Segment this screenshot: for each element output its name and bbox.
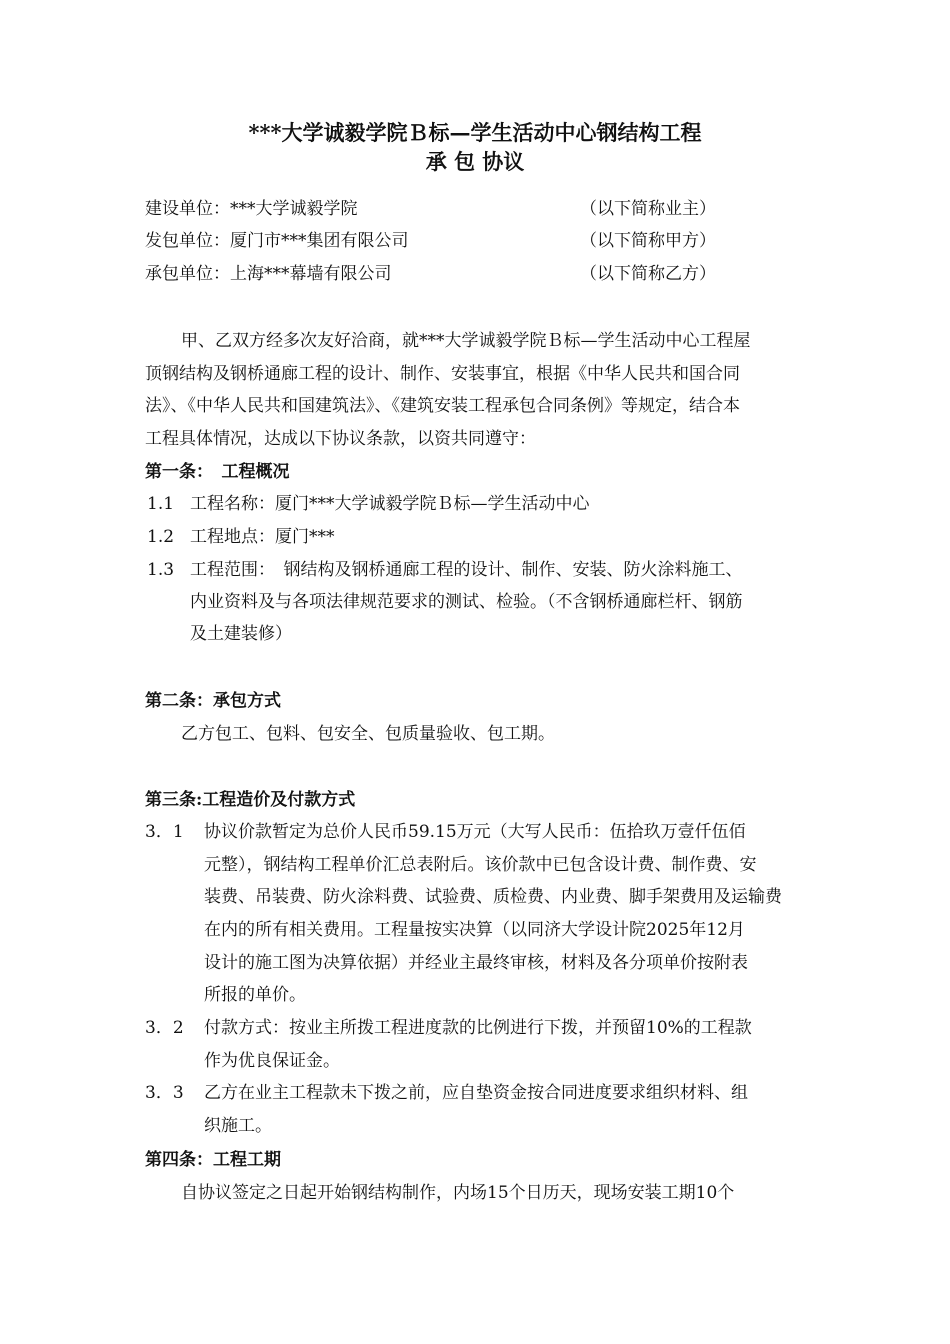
- article4-text: 自协议签定之日起开始钢结构制作，内场15个日历天，现场安装工期10个: [181, 1183, 735, 1203]
- item-text: 乙方在业主工程款未下拨之前，应自垫资金按合同进度要求组织材料、组: [204, 1083, 748, 1103]
- item-number: 1.2: [147, 527, 175, 547]
- item-text: 付款方式：按业主所拨工程进度款的比例进行下拨，并预留10%的工程款: [204, 1018, 752, 1038]
- item-number: 3．2: [145, 1018, 184, 1038]
- intro-line: 甲、乙双方经多次友好洽商，就***大学诚毅学院Ｂ标—学生活动中心工程屋: [181, 331, 751, 351]
- item-text: 设计的施工图为决算依据）并经业主最终审核，材料及各分项单价按附表: [204, 953, 748, 973]
- party-contractor-note: （以下简称乙方）: [580, 264, 716, 284]
- party-owner: 建设单位：***大学诚毅学院: [145, 199, 358, 219]
- item-text: 协议价款暂定为总价人民币59.15万元（大写人民币：伍拾玖万壹仟伍佰: [204, 822, 746, 842]
- intro-line: 工程具体情况，达成以下协议条款，以资共同遵守：: [145, 429, 536, 449]
- item-number: 1.3: [147, 560, 175, 580]
- item-text: 装费、吊装费、防火涂料费、试验费、质检费、内业费、脚手架费用及运输费: [204, 887, 782, 907]
- item-text: 所报的单价。: [204, 985, 306, 1005]
- article2-heading: 第二条：承包方式: [145, 691, 281, 711]
- document-title: ***大学诚毅学院Ｂ标—学生活动中心钢结构工程: [248, 120, 702, 145]
- item-number: 1.1: [147, 494, 175, 514]
- item-text: 工程名称：厦门***大学诚毅学院Ｂ标—学生活动中心: [190, 494, 590, 514]
- item-text: 工程范围： 钢结构及钢桥通廊工程的设计、制作、安装、防火涂料施工、: [190, 560, 743, 580]
- item-text: 及土建装修）: [190, 624, 292, 644]
- intro-line: 顶钢结构及钢桥通廊工程的设计、制作、安装事宜，根据《中华人民共和国合同: [145, 364, 740, 384]
- article3-heading: 第三条:工程造价及付款方式: [145, 790, 356, 810]
- item-number: 3．1: [145, 822, 184, 842]
- party-contractor: 承包单位：上海***幕墙有限公司: [145, 264, 392, 284]
- item-text: 在内的所有相关费用。工程量按实决算（以同济大学设计院2025年12月: [204, 920, 745, 940]
- party-employer: 发包单位：厦门市***集团有限公司: [145, 231, 409, 251]
- article4-heading: 第四条：工程工期: [145, 1150, 281, 1170]
- item-text: 织施工。: [204, 1116, 272, 1136]
- item-text: 元整），钢结构工程单价汇总表附后。该价款中已包含设计费、制作费、安: [204, 855, 757, 875]
- item-text: 作为优良保证金。: [204, 1051, 340, 1071]
- party-owner-note: （以下简称业主）: [580, 199, 716, 219]
- article2-text: 乙方包工、包料、包安全、包质量验收、包工期。: [181, 724, 555, 744]
- item-text: 工程地点：厦门***: [190, 527, 335, 547]
- party-employer-note: （以下简称甲方）: [580, 231, 716, 251]
- document-subtitle: 承 包 协议: [425, 149, 525, 174]
- article1-heading: 第一条： 工程概况: [145, 462, 290, 482]
- item-text: 内业资料及与各项法律规范要求的测试、检验。（不含钢桥通廊栏杆、钢筋: [190, 592, 743, 612]
- intro-line: 法》、《中华人民共和国建筑法》、《建筑安装工程承包合同条例》等规定，结合本: [145, 396, 740, 416]
- item-number: 3．3: [145, 1083, 184, 1103]
